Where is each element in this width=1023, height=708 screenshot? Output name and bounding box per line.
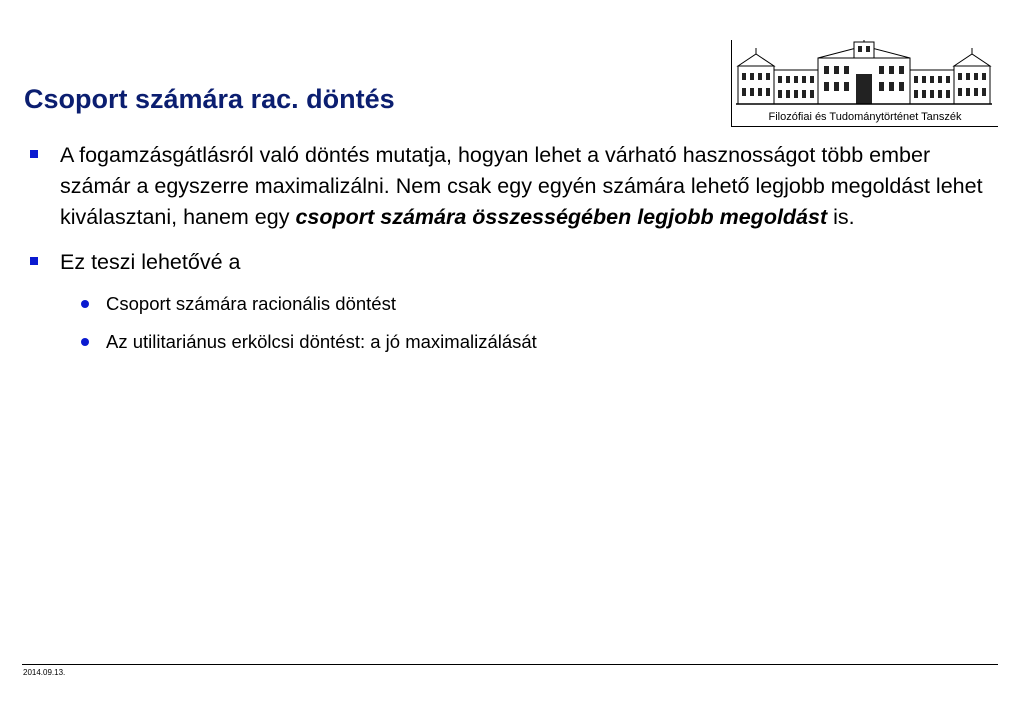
sub-bullet-text: Az utilitariánus erkölcsi döntést: a jó maximalizálását <box>106 331 537 352</box>
slide-title: Csoport számára rac. döntés <box>24 84 395 114</box>
sub-bullet-item <box>30 330 995 354</box>
bullet-text-emphasis: csoport számára összességében legjobb megoldást <box>295 205 828 229</box>
bullet-text: Ez teszi lehetővé a <box>60 250 241 274</box>
bullet-text <box>60 140 995 233</box>
footer-date: 2014.09.13. <box>23 668 66 677</box>
square-bullet-icon <box>30 150 38 158</box>
dot-bullet-icon <box>81 300 89 308</box>
sub-bullet-item <box>30 292 995 316</box>
square-bullet-icon <box>30 257 38 265</box>
header-logo-box <box>731 40 998 127</box>
footer-divider <box>22 664 998 665</box>
bullet-item <box>30 247 995 278</box>
university-building-logo-icon <box>736 40 992 108</box>
bullet-text-main: A fogamzásgátlásról való döntés mutatja, hogyan lehet a várható hasznosságot több ember számár a egyszerre maximalizálni. Nem csak egy egyén számára lehető legjobb megoldást lehet kiválasztani, hanem egy <box>60 143 983 229</box>
bullet-item <box>30 140 995 233</box>
department-name: Filozófiai és Tudománytörténet Tanszék <box>768 111 962 123</box>
bullet-list <box>30 140 995 368</box>
dot-bullet-icon <box>81 338 89 346</box>
sub-bullet-text: Csoport számára racionális döntést <box>106 293 396 314</box>
bullet-text-tail: is. <box>827 205 855 229</box>
